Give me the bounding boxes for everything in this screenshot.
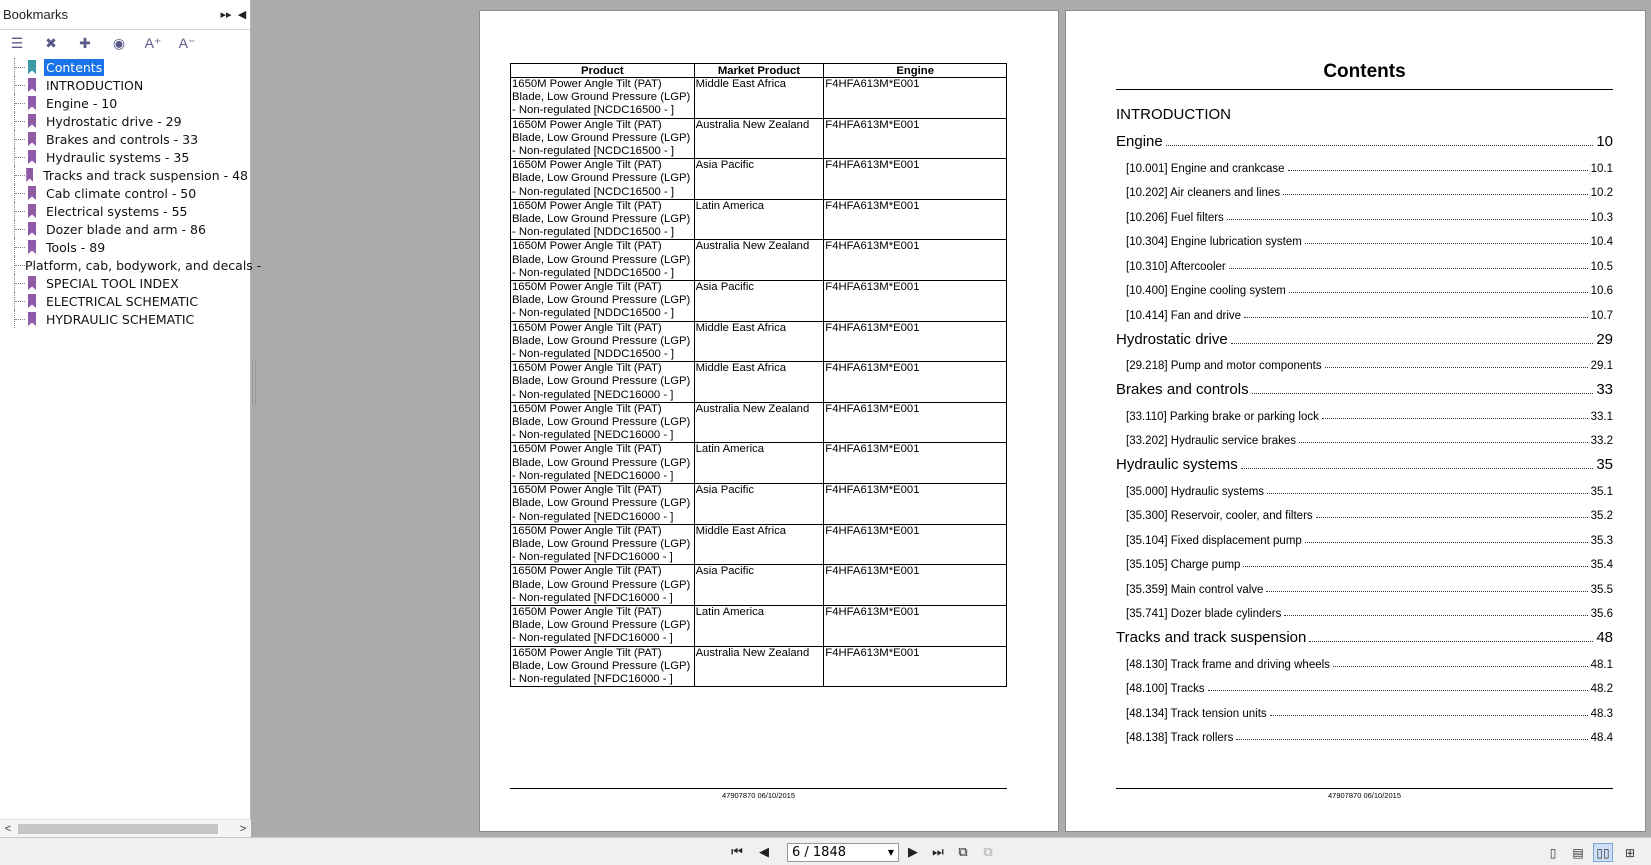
- bookmark-item[interactable]: [0, 166, 250, 184]
- market-cell: Asia Pacific: [694, 484, 824, 525]
- bookmark-label[interactable]: INTRODUCTION: [46, 77, 144, 93]
- toc-leader-dots: [1227, 219, 1588, 220]
- toc-label[interactable]: Hydrostatic drive: [1116, 330, 1228, 348]
- bookmark-icon: [28, 222, 36, 236]
- toc-leader-dots: [1231, 343, 1594, 344]
- tree-guide: [14, 166, 26, 184]
- market-cell: Middle East Africa: [694, 524, 824, 565]
- page-footer-code: 47907870 06/10/2015: [1328, 791, 1401, 800]
- table-row: [511, 402, 1007, 443]
- product-cell: 1650M Power Angle Tilt (PAT) Blade, Low Ground Pressure (LGP) - Non-regulated [NFDC16000 - ]: [511, 605, 695, 646]
- toc-leader-dots: [1305, 243, 1588, 244]
- bookmark-icon: [28, 204, 36, 218]
- toc-subsection[interactable]: [1116, 248, 1613, 273]
- toc-subsection[interactable]: [1116, 547, 1613, 572]
- toc-subsection[interactable]: [1116, 423, 1613, 448]
- bookmark-item[interactable]: [0, 220, 250, 238]
- toc-subsection[interactable]: [1116, 224, 1613, 249]
- first-page-button[interactable]: [727, 842, 747, 862]
- market-cell: Australia New Zealand: [694, 240, 824, 281]
- toc-page-number[interactable]: 29.1: [1590, 360, 1613, 372]
- product-cell: 1650M Power Angle Tilt (PAT) Blade, Low Ground Pressure (LGP) - Non-regulated [NCDC16500 - ]: [511, 78, 695, 119]
- continuous-facing-icon: ⊞: [1624, 845, 1636, 860]
- toc-subsection[interactable]: [1116, 473, 1613, 498]
- table-row: [511, 240, 1007, 281]
- bookmark-item[interactable]: [0, 76, 250, 94]
- document-page-right: [1065, 10, 1646, 832]
- toc-leader-dots: [1288, 170, 1588, 171]
- toc-label[interactable]: [35.741] Dozer blade cylinders: [1126, 608, 1282, 620]
- bookmarks-toolbar: [0, 30, 250, 56]
- previous-page-icon: ◀: [759, 844, 769, 859]
- engine-cell: F4HFA613M*E001: [824, 605, 1007, 646]
- bookmarks-panel: [0, 0, 262, 837]
- previous-view-button[interactable]: [953, 842, 973, 862]
- table-of-contents: [1116, 61, 1613, 744]
- product-cell: 1650M Power Angle Tilt (PAT) Blade, Low Ground Pressure (LGP) - Non-regulated [NEDC16000 - ]: [511, 484, 695, 525]
- continuous-view-button[interactable]: [1568, 843, 1588, 862]
- column-header-engine: Engine: [824, 64, 1007, 78]
- bookmark-label[interactable]: Tools - 89: [46, 239, 106, 255]
- bookmark-item[interactable]: [0, 184, 250, 202]
- toc-label[interactable]: [48.134] Track tension units: [1126, 707, 1267, 720]
- tree-guide: [14, 238, 28, 256]
- bookmark-item[interactable]: [0, 148, 250, 166]
- toc-label[interactable]: Brakes and controls: [1116, 381, 1249, 398]
- bookmark-item[interactable]: [0, 292, 250, 310]
- bookmark-icon: [26, 168, 33, 182]
- tree-guide: [14, 274, 28, 292]
- table-row: [511, 565, 1007, 606]
- market-cell: Middle East Africa: [694, 321, 824, 362]
- bookmark-label[interactable]: Electrical systems - 55: [46, 203, 188, 219]
- engine-cell: F4HFA613M*E001: [824, 646, 1007, 687]
- table-row: [511, 605, 1007, 646]
- toc-page-number[interactable]: 35.3: [1590, 534, 1613, 547]
- tree-guide: [14, 220, 28, 238]
- bookmark-icon: [28, 240, 36, 254]
- toc-page-number[interactable]: 10.3: [1590, 211, 1613, 224]
- toc-leader-dots: [1252, 393, 1594, 394]
- toc-page-number[interactable]: 10.1: [1590, 162, 1613, 175]
- toc-label[interactable]: [10.304] Engine lubrication system: [1126, 236, 1302, 248]
- bookmark-item[interactable]: [0, 202, 250, 220]
- product-cell: 1650M Power Angle Tilt (PAT) Blade, Low Ground Pressure (LGP) - Non-regulated [NDDC16500 - ]: [511, 199, 695, 240]
- product-cell: 1650M Power Angle Tilt (PAT) Blade, Low Ground Pressure (LGP) - Non-regulated [NCDC16500 - ]: [511, 118, 695, 159]
- bookmark-item[interactable]: [0, 256, 262, 274]
- toc-subsection[interactable]: [1116, 720, 1613, 745]
- bookmark-label[interactable]: SPECIAL TOOL INDEX: [46, 275, 179, 291]
- tree-guide: [14, 76, 28, 94]
- product-cell: 1650M Power Angle Tilt (PAT) Blade, Low Ground Pressure (LGP) - Non-regulated [NFDC16000 - ]: [511, 524, 695, 565]
- product-cell: 1650M Power Angle Tilt (PAT) Blade, Low Ground Pressure (LGP) - Non-regulated [NDDC16500 - ]: [511, 281, 695, 322]
- table-row: [511, 78, 1007, 119]
- tree-guide: [14, 94, 28, 112]
- bookmark-label[interactable]: Engine - 10: [46, 95, 118, 111]
- bookmark-icon: [28, 294, 36, 308]
- table-row: [511, 321, 1007, 362]
- toc-label[interactable]: [10.206] Fuel filters: [1126, 211, 1224, 224]
- market-cell: Latin America: [694, 199, 824, 240]
- toc-leader-dots: [1266, 591, 1587, 592]
- toc-label[interactable]: [48.100] Tracks: [1126, 683, 1205, 695]
- toc-label[interactable]: [33.202] Hydraulic service brakes: [1126, 435, 1297, 447]
- table-row: [511, 443, 1007, 484]
- toc-page-number[interactable]: 35.6: [1590, 608, 1613, 620]
- toc-leader-dots: [1243, 566, 1587, 567]
- toc-subsection[interactable]: [1116, 571, 1613, 596]
- facing-view-button[interactable]: [1593, 843, 1613, 862]
- bookmark-item[interactable]: [0, 94, 250, 112]
- bookmark-label[interactable]: Platform, cab, bodywork, and decals -: [25, 257, 262, 273]
- toc-subsection[interactable]: [1116, 522, 1613, 547]
- toc-label[interactable]: [35.300] Reservoir, cooler, and filters: [1126, 510, 1313, 522]
- market-cell: Australia New Zealand: [694, 646, 824, 687]
- toc-leader-dots: [1284, 615, 1587, 616]
- title-rule: [1116, 89, 1613, 90]
- engine-cell: F4HFA613M*E001: [824, 443, 1007, 484]
- toc-subsection[interactable]: [1116, 348, 1613, 373]
- toc-label[interactable]: [48.130] Track frame and driving wheels: [1126, 658, 1330, 671]
- table-row: [511, 484, 1007, 525]
- toc-subsection[interactable]: [1116, 297, 1613, 322]
- page-footer-code: 47907870 06/10/2015: [722, 791, 795, 800]
- table-row: [511, 199, 1007, 240]
- bookmark-options-icon[interactable]: ☰: [10, 34, 24, 51]
- product-cell: 1650M Power Angle Tilt (PAT) Blade, Low Ground Pressure (LGP) - Non-regulated [NDDC16500 - ]: [511, 240, 695, 281]
- toc-page-number[interactable]: 10.2: [1590, 187, 1613, 199]
- toc-leader-dots: [1325, 367, 1588, 368]
- toc-subsection[interactable]: [1116, 175, 1613, 200]
- tree-guide: [14, 310, 28, 328]
- product-cell: 1650M Power Angle Tilt (PAT) Blade, Low Ground Pressure (LGP) - Non-regulated [NFDC16000 - ]: [511, 565, 695, 606]
- toc-leader-dots: [1229, 268, 1588, 269]
- engine-cell: F4HFA613M*E001: [824, 159, 1007, 200]
- first-page-icon: ⏮: [731, 844, 743, 859]
- document-page-left: [479, 10, 1059, 832]
- toc-section[interactable]: [1116, 322, 1613, 348]
- continuous-page-icon: ▤: [1572, 845, 1584, 860]
- toc-subsection[interactable]: [1116, 398, 1613, 423]
- toc-subsection[interactable]: [1116, 273, 1613, 298]
- bookmark-icon: [28, 60, 36, 74]
- bookmark-icon: [28, 96, 36, 110]
- bookmark-item[interactable]: [0, 58, 250, 76]
- bookmark-item[interactable]: [0, 130, 250, 148]
- bookmark-label[interactable]: Tracks and track suspension - 48: [43, 167, 248, 183]
- bookmark-item[interactable]: [0, 310, 250, 328]
- toc-label[interactable]: Tracks and track suspension: [1116, 629, 1307, 646]
- toc-section[interactable]: [1116, 447, 1613, 473]
- product-cell: 1650M Power Angle Tilt (PAT) Blade, Low Ground Pressure (LGP) - Non-regulated [NFDC16000 - ]: [511, 646, 695, 687]
- goto-bookmark-icon[interactable]: ◉: [112, 34, 126, 51]
- bookmark-item[interactable]: [0, 274, 250, 292]
- triangle-left-icon[interactable]: ◀: [237, 9, 247, 21]
- bookmark-icon: [28, 312, 36, 326]
- toc-subsection[interactable]: [1116, 199, 1613, 224]
- product-cell: 1650M Power Angle Tilt (PAT) Blade, Low Ground Pressure (LGP) - Non-regulated [NCDC16500 - ]: [511, 159, 695, 200]
- market-cell: Middle East Africa: [694, 362, 824, 403]
- tree-guide: [14, 58, 28, 76]
- bookmark-label[interactable]: Dozer blade and arm - 86: [46, 221, 206, 237]
- bookmark-item[interactable]: [0, 112, 250, 130]
- page-number-value[interactable]: 6 / 1848: [792, 845, 846, 860]
- next-page-icon: ▶: [908, 844, 918, 859]
- bookmark-label[interactable]: HYDRAULIC SCHEMATIC: [46, 311, 195, 327]
- toc-label[interactable]: [10.202] Air cleaners and lines: [1126, 187, 1281, 199]
- tree-guide: [14, 184, 28, 202]
- toc-page-number[interactable]: 35.5: [1590, 583, 1613, 596]
- toc-page-number[interactable]: 48.2: [1590, 683, 1613, 695]
- toc-leader-dots: [1289, 292, 1588, 293]
- chevron-down-icon[interactable]: ▼: [887, 848, 895, 857]
- toc-page-number[interactable]: 35.2: [1590, 510, 1613, 522]
- tree-guide: [14, 112, 28, 130]
- toc-label[interactable]: [35.105] Charge pump: [1126, 559, 1241, 571]
- toc-leader-dots: [1166, 145, 1594, 146]
- engine-cell: F4HFA613M*E001: [824, 524, 1007, 565]
- next-view-icon: ⧉: [983, 844, 993, 859]
- toc-section[interactable]: [1116, 620, 1613, 646]
- toc-page-number[interactable]: 48.3: [1590, 707, 1613, 720]
- toc-page-number[interactable]: 10.5: [1590, 260, 1613, 273]
- toc-page-number[interactable]: 10.4: [1590, 236, 1613, 248]
- market-cell: Latin America: [694, 443, 824, 484]
- table-row: [511, 281, 1007, 322]
- toc-subsection[interactable]: [1116, 646, 1613, 671]
- engine-cell: F4HFA613M*E001: [824, 281, 1007, 322]
- market-cell: Latin America: [694, 605, 824, 646]
- toc-page-number[interactable]: 10: [1596, 133, 1613, 150]
- navigation-toolbar: [0, 837, 1651, 865]
- toc-leader-dots: [1208, 690, 1588, 691]
- engine-cell: F4HFA613M*E001: [824, 402, 1007, 443]
- increase-font-icon[interactable]: A⁺: [144, 34, 162, 51]
- toc-page-number[interactable]: 29: [1596, 330, 1613, 348]
- tree-guide: [14, 256, 15, 274]
- market-cell: Australia New Zealand: [694, 118, 824, 159]
- tree-guide: [14, 148, 28, 166]
- toc-leader-dots: [1309, 641, 1593, 642]
- toc-leader-dots: [1283, 194, 1588, 195]
- engine-cell: F4HFA613M*E001: [824, 362, 1007, 403]
- last-page-icon: ⏭: [932, 844, 944, 859]
- toc-page-number[interactable]: 10.6: [1590, 285, 1613, 297]
- toc-label[interactable]: [10.414] Fan and drive: [1126, 309, 1242, 322]
- bookmark-icon: [28, 132, 36, 146]
- toc-label[interactable]: [29.218] Pump and motor components: [1126, 360, 1322, 372]
- product-cell: 1650M Power Angle Tilt (PAT) Blade, Low Ground Pressure (LGP) - Non-regulated [NEDC16000 - ]: [511, 443, 695, 484]
- engine-cell: F4HFA613M*E001: [824, 78, 1007, 119]
- tree-guide: [14, 292, 28, 310]
- toc-section[interactable]: [1116, 124, 1613, 150]
- toc-page-number[interactable]: 48: [1596, 629, 1613, 646]
- page-number-field[interactable]: [787, 843, 899, 862]
- engine-cell: F4HFA613M*E001: [824, 240, 1007, 281]
- toc-label[interactable]: Hydraulic systems: [1116, 456, 1238, 473]
- toc-label[interactable]: [10.400] Engine cooling system: [1126, 285, 1286, 297]
- toc-leader-dots: [1322, 418, 1588, 419]
- engine-cell: F4HFA613M*E001: [824, 321, 1007, 362]
- column-header-product: Product: [511, 64, 695, 78]
- toc-leader-dots: [1270, 715, 1588, 716]
- scrollbar-thumb[interactable]: [18, 824, 218, 834]
- toc-label[interactable]: [10.310] Aftercooler: [1126, 260, 1226, 273]
- toc-subsection[interactable]: [1116, 671, 1613, 696]
- bookmark-label[interactable]: Contents: [46, 59, 103, 75]
- scroll-right-icon[interactable]: >: [239, 822, 247, 835]
- delete-bookmark-icon[interactable]: ✖: [45, 34, 57, 51]
- toc-label[interactable]: [33.110] Parking brake or parking lock: [1126, 410, 1319, 423]
- next-view-button[interactable]: [978, 842, 998, 862]
- tree-guide: [14, 130, 28, 148]
- market-cell: Asia Pacific: [694, 159, 824, 200]
- bookmarks-title: Bookmarks: [3, 7, 69, 22]
- table-row: [511, 159, 1007, 200]
- bookmark-label[interactable]: Brakes and controls - 33: [46, 131, 199, 147]
- toc-subsection[interactable]: [1116, 596, 1613, 621]
- product-table: [510, 63, 1007, 687]
- toc-leader-dots: [1241, 468, 1594, 469]
- single-page-icon: ▯: [1549, 845, 1557, 860]
- toc-page-number[interactable]: 33: [1596, 381, 1613, 398]
- table-row: [511, 524, 1007, 565]
- toc-label[interactable]: [35.000] Hydraulic systems: [1126, 485, 1265, 498]
- engine-cell: F4HFA613M*E001: [824, 199, 1007, 240]
- panel-splitter-handle[interactable]: [252, 360, 256, 405]
- bookmark-label[interactable]: ELECTRICAL SCHEMATIC: [46, 293, 199, 309]
- market-cell: Australia New Zealand: [694, 402, 824, 443]
- table-header-row: [511, 64, 1007, 78]
- facing-pages-icon: ▯▯: [1596, 845, 1610, 860]
- toc-label[interactable]: [48.138] Track rollers: [1126, 732, 1234, 744]
- toc-page-number[interactable]: 33.2: [1590, 435, 1613, 447]
- toc-page-number[interactable]: 10.7: [1590, 309, 1613, 322]
- toc-subsection[interactable]: [1116, 498, 1613, 523]
- engine-cell: F4HFA613M*E001: [824, 118, 1007, 159]
- toc-leader-dots: [1305, 542, 1588, 543]
- toc-leader-dots: [1299, 442, 1588, 443]
- market-cell: Asia Pacific: [694, 565, 824, 606]
- market-cell: Asia Pacific: [694, 281, 824, 322]
- last-page-button[interactable]: [928, 842, 948, 862]
- toc-leader-dots: [1267, 493, 1588, 494]
- toc-label[interactable]: [35.104] Fixed displacement pump: [1126, 534, 1302, 547]
- previous-view-icon: ⧉: [958, 844, 968, 859]
- continuous-facing-view-button[interactable]: [1620, 843, 1640, 862]
- single-page-view-button[interactable]: [1543, 843, 1563, 862]
- toc-section[interactable]: [1116, 372, 1613, 398]
- toc-subsection[interactable]: [1116, 695, 1613, 720]
- table-row: [511, 118, 1007, 159]
- table-row: [511, 646, 1007, 687]
- toc-label[interactable]: [35.359] Main control valve: [1126, 583, 1264, 596]
- scroll-left-icon[interactable]: <: [4, 822, 12, 835]
- toc-leader-dots: [1316, 517, 1588, 518]
- column-header-market-product: Market Product: [694, 64, 824, 78]
- contents-title: Contents: [1323, 61, 1406, 82]
- bookmark-tree: [0, 56, 262, 328]
- bookmark-label[interactable]: Hydraulic systems - 35: [46, 149, 190, 165]
- engine-cell: F4HFA613M*E001: [824, 484, 1007, 525]
- toc-introduction[interactable]: INTRODUCTION: [1116, 106, 1231, 123]
- next-page-button[interactable]: [903, 842, 923, 862]
- toc-page-number[interactable]: 35: [1596, 456, 1613, 473]
- bookmark-item[interactable]: [0, 238, 250, 256]
- toc-label[interactable]: Engine: [1116, 133, 1163, 150]
- double-chevron-right-icon[interactable]: ▸▸: [220, 9, 232, 21]
- toc-leader-dots: [1236, 739, 1587, 740]
- tree-guide: [14, 202, 28, 220]
- bookmark-icon: [28, 150, 36, 164]
- table-row: [511, 362, 1007, 403]
- toc-subsection[interactable]: [1116, 150, 1613, 175]
- bookmark-label[interactable]: Hydrostatic drive - 29: [46, 113, 182, 129]
- bookmark-icon: [28, 186, 36, 200]
- product-cell: 1650M Power Angle Tilt (PAT) Blade, Low Ground Pressure (LGP) - Non-regulated [NDDC16500 - ]: [511, 321, 695, 362]
- product-cell: 1650M Power Angle Tilt (PAT) Blade, Low Ground Pressure (LGP) - Non-regulated [NEDC16000 - ]: [511, 402, 695, 443]
- bookmark-icon: [28, 78, 36, 92]
- engine-cell: F4HFA613M*E001: [824, 565, 1007, 606]
- bookmark-label[interactable]: Cab climate control - 50: [46, 185, 197, 201]
- bookmark-icon: [28, 276, 36, 290]
- toc-label[interactable]: [10.001] Engine and crankcase: [1126, 162, 1285, 175]
- market-cell: Middle East Africa: [694, 78, 824, 119]
- toc-entries: [1116, 124, 1613, 744]
- product-cell: 1650M Power Angle Tilt (PAT) Blade, Low Ground Pressure (LGP) - Non-regulated [NEDC16000 - ]: [511, 362, 695, 403]
- bookmark-icon: [28, 114, 36, 128]
- bookmarks-header: [0, 0, 250, 30]
- toc-page-number[interactable]: 48.4: [1590, 732, 1613, 744]
- toc-page-number[interactable]: 35.4: [1590, 559, 1613, 571]
- toc-page-number[interactable]: 33.1: [1590, 410, 1613, 423]
- decrease-font-icon[interactable]: A⁻: [178, 34, 196, 51]
- toc-page-number[interactable]: 35.1: [1590, 485, 1613, 498]
- toc-page-number[interactable]: 48.1: [1590, 658, 1613, 671]
- add-bookmark-icon[interactable]: ✚: [79, 34, 91, 51]
- footer-rule: [1116, 788, 1613, 789]
- toc-leader-dots: [1333, 666, 1588, 667]
- previous-page-button[interactable]: [754, 842, 774, 862]
- sidebar-horizontal-scrollbar[interactable]: [0, 819, 251, 837]
- footer-rule: [510, 788, 1007, 789]
- toc-leader-dots: [1244, 317, 1588, 318]
